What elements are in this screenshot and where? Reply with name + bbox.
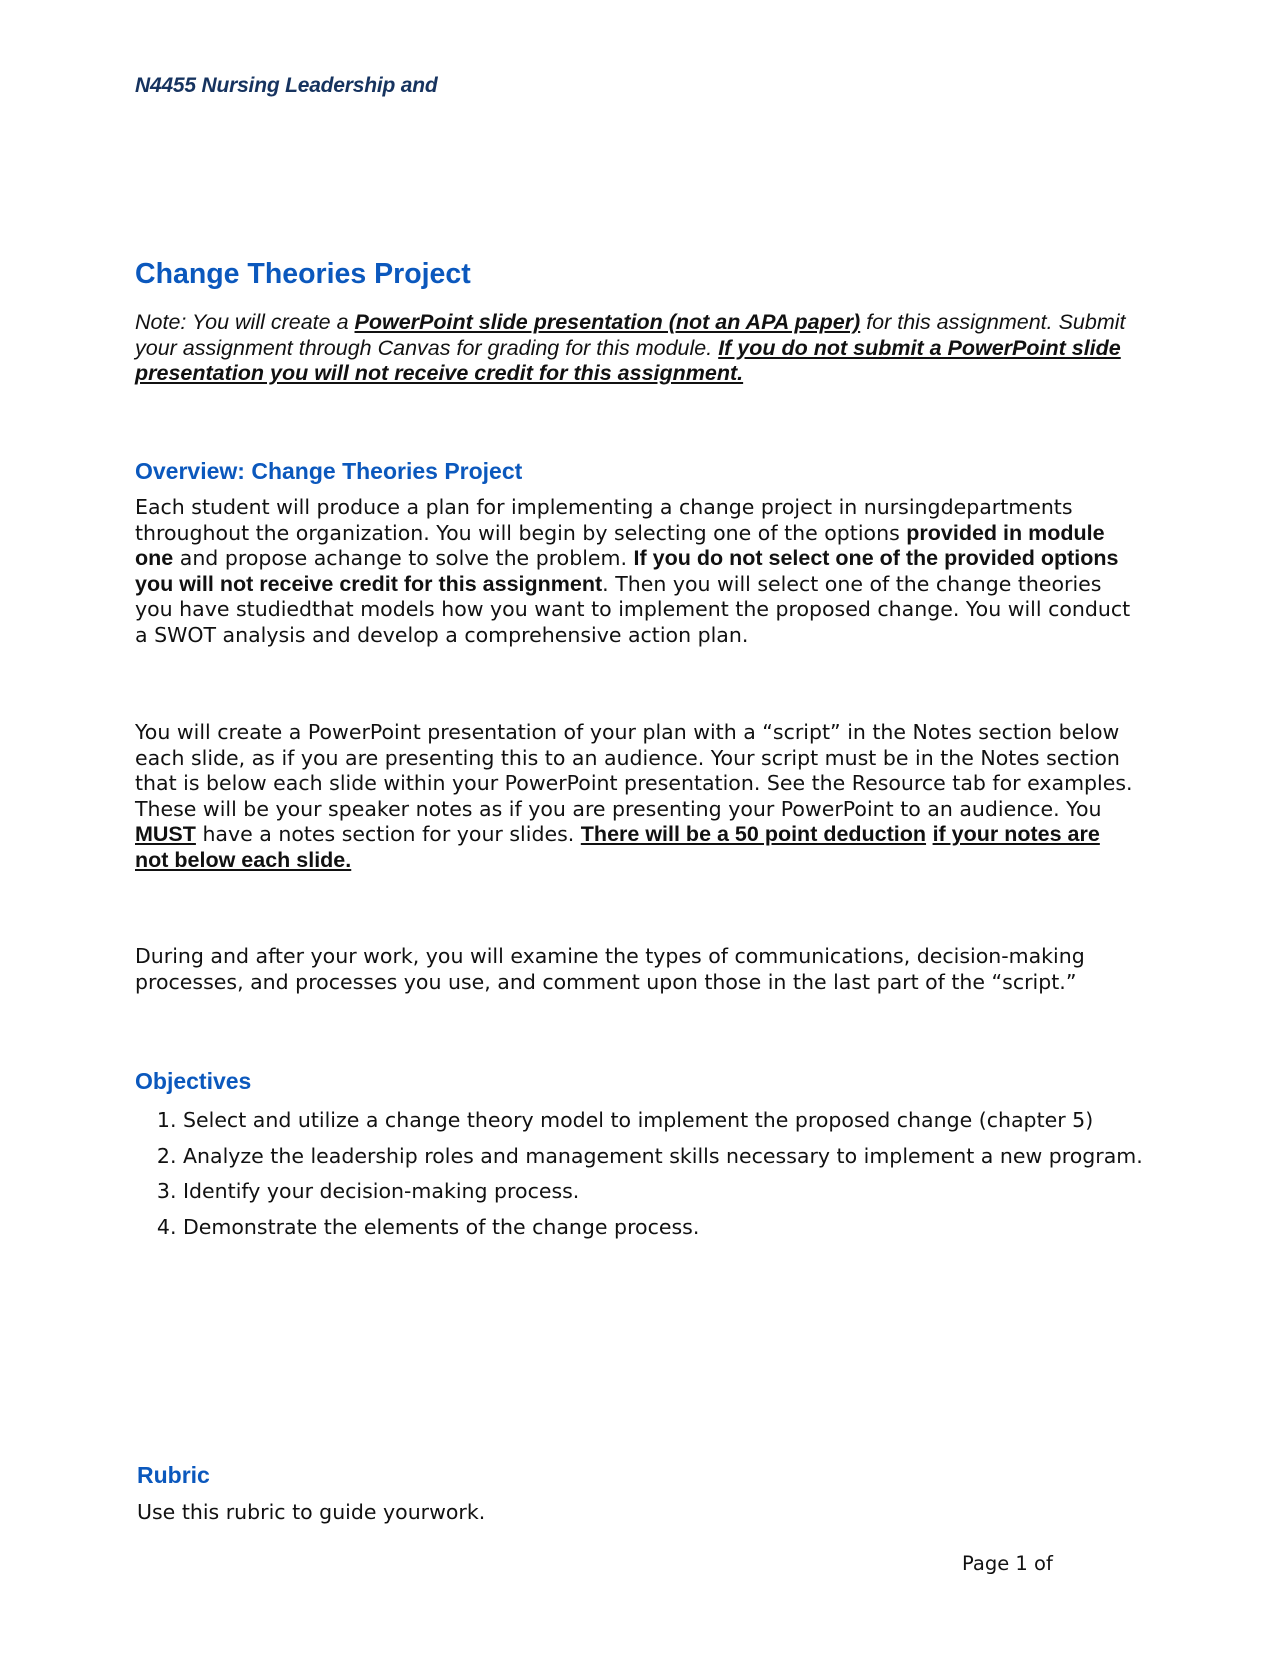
para2-must: MUST: [135, 822, 196, 847]
note-emphasis-credit-warning: If you do not submit a PowerPoint slide presentation you will not receive credit for this assignment.: [135, 335, 1121, 385]
document-title: Change Theories Project: [135, 258, 471, 290]
para1-bold-warning: If you do not select one of the provided options you will not receive credit for this assignment: [135, 546, 1119, 596]
objectives-heading: Objectives: [135, 1068, 252, 1094]
note-prefix: Note: You will create a: [135, 310, 355, 334]
objective-item: 1. Select and utilize a change theory model to implement the proposed change (chapter 5): [183, 1108, 1143, 1134]
objective-item: 3. Identify your decision-making process.: [183, 1179, 1143, 1205]
para1-text-1: Each student will produce a plan for implementing a change project in nursingdepartments throughout the organization. You will begin by selecting one of the options: [135, 495, 1073, 545]
rubric-heading: Rubric: [137, 1462, 210, 1488]
page-number-footer: Page 1 of: [962, 1552, 1053, 1575]
note-emphasis-powerpoint: PowerPoint slide presentation (not an APA paper): [354, 310, 861, 334]
running-header-course-title: N4455 Nursing Leadership and: [135, 74, 438, 97]
para2-deduction: There will be a 50 point deduction: [580, 822, 927, 847]
overview-paragraph-3: During and after your work, you will examine the types of communications, decision-making processes, and processes you use, and comment upon those in the last part of the “script.”: [135, 944, 1085, 994]
objective-item: 4. Demonstrate the elements of the change process.: [183, 1215, 1143, 1241]
para1-text-3: . Then you will select one of the change theories you have studiedthat models how you want to implement the proposed change. You will conduct a SWOT analysis and develop a comprehensive action plan.: [135, 571, 1131, 647]
para2-notes-warning: if your notes are not below each slide.: [135, 822, 1100, 872]
overview-paragraph-2: [135, 720, 1135, 874]
overview-paragraph-1: [135, 495, 1135, 649]
para2-text-1: You will create a PowerPoint presentation of your plan with a “script” in the Notes section below each slide, as if you are presenting this to an audience. Your script must be in the Notes section that is below each slide within your PowerPoint presentation. See the Resource tab for examples. These will be your speaker notes as if you are presenting your PowerPoint to an audience. You: [135, 720, 1133, 821]
objective-item: 2. Analyze the leadership roles and management skills necessary to implement a new program.: [183, 1144, 1143, 1170]
overview-heading: Overview: Change Theories Project: [135, 458, 523, 484]
para2-text-2: have a notes section for your slides.: [195, 822, 581, 847]
rubric-text: Use this rubric to guide yourwork.: [137, 1500, 486, 1524]
note-middle: for this assignment. Submit your assignment through Canvas for grading for this module.: [135, 310, 1126, 360]
submission-note: [135, 310, 1135, 387]
objectives-list: [135, 1108, 1143, 1250]
para1-bold-module-one: provided in module one: [135, 520, 1105, 571]
para1-text-2: and propose achange to solve the problem.: [173, 546, 634, 571]
